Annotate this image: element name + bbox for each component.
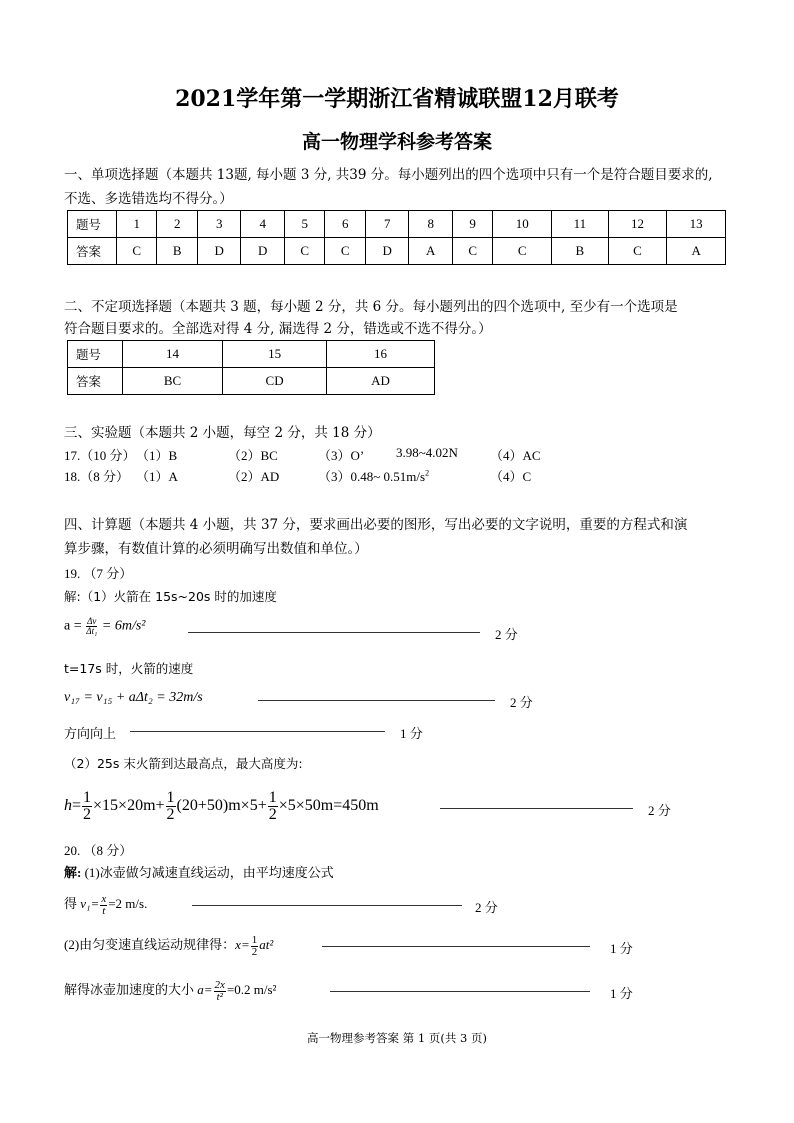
table-row-numbers (68, 211, 726, 238)
q19-eq2: v₁₇ = v₁₅ + aΔt₂ = 32m/s (64, 690, 203, 705)
document-subtitle: 高一物理学科参考答案 (301, 131, 492, 153)
fraction (251, 935, 259, 958)
q17-a1: （1）B (136, 448, 178, 463)
q18-a3 (318, 466, 429, 485)
score-leader-line (258, 700, 495, 701)
section1-heading: 一、单项选择题（本题共 13题, 每小题 3 分, 共39 分。每小题列出的四个选项中只有一个是符合题目要求的, (64, 167, 713, 183)
eq-sign: = (72, 797, 82, 815)
q18-a2: （2）AD (228, 469, 280, 484)
section2-heading-cont: 符合题目要求的。全部选对得 4 分, 漏选得 2 分，错选或不选不得分。） (64, 321, 492, 337)
table-cell: B (157, 238, 197, 265)
fraction (100, 894, 107, 917)
section4-heading-cont: 算步骤，有数值计算的必须明确写出数值和单位。） (64, 541, 368, 557)
table-cell: C (325, 238, 365, 265)
table-cell: 3 (197, 211, 241, 238)
score: 2 分 (510, 695, 533, 710)
table-cell: 7 (365, 211, 409, 238)
denominator: 2 (268, 806, 277, 823)
table-cell: BC (123, 368, 223, 395)
table-cell: C (452, 238, 492, 265)
table-cell: 14 (123, 341, 223, 368)
eq-rhs: =2 m/s. (108, 896, 148, 911)
eq-lhs: a= (197, 982, 213, 997)
row-label: 题号 (68, 211, 117, 238)
q18-a4: （4）C (490, 469, 532, 484)
document-title: 2021学年第一学期浙江省精诚联盟12月联考 (175, 86, 619, 112)
section4-heading: 四、计算题（本题共 4 小题，共 37 分，要求画出必要的图形，写出必要的文字说明，重要的方程式和演 (64, 517, 688, 533)
table-cell: 16 (327, 341, 435, 368)
score-leader-line (440, 808, 633, 809)
table-cell: B (552, 238, 609, 265)
table-cell: 1 (117, 211, 157, 238)
score-leader-line (330, 991, 590, 992)
table-cell: 4 (241, 211, 285, 238)
q20-eq2 (64, 934, 273, 958)
table-cell: 9 (452, 211, 492, 238)
eq-rhs: at² (259, 937, 274, 952)
fraction (86, 617, 97, 636)
row-label: 答案 (68, 238, 117, 265)
table-cell: 15 (223, 341, 327, 368)
table-cell: 5 (284, 211, 324, 238)
section3-heading: 三、实验题（本题共 2 小题，每空 2 分，共 18 分） (64, 425, 381, 441)
score-leader-line (188, 632, 480, 633)
q20-eq1 (64, 893, 147, 917)
q19-part2: （2）25s 末火箭到达最高点，最大高度为: (64, 756, 303, 771)
q20-label: 20. （8 分） (64, 843, 133, 858)
denominator: Δt₁ (86, 626, 98, 636)
score-leader-line (322, 946, 590, 947)
score-leader-line (192, 905, 462, 906)
table-cell: CD (223, 368, 327, 395)
table-cell: 12 (608, 211, 667, 238)
numerator: 1 (268, 789, 277, 806)
table-cell: A (667, 238, 726, 265)
numerator: 1 (83, 789, 92, 806)
eq-lhs: v₁= (80, 896, 100, 911)
q20-solution-intro (64, 862, 334, 881)
q20-eq3 (64, 979, 276, 1003)
eq-lhs: x= (235, 937, 250, 952)
row-label: 题号 (68, 341, 123, 368)
numerator: 1 (166, 789, 175, 806)
q19-solution-intro: 解:（1）火箭在 15s~20s 时的加速度 (64, 589, 277, 604)
q17-label: 17.（10 分） (64, 448, 136, 463)
table-cell: 2 (157, 211, 197, 238)
score-leader-line (130, 731, 385, 732)
table-cell: 6 (325, 211, 365, 238)
row-label: 答案 (68, 368, 123, 395)
eq-h: h (64, 797, 72, 815)
table-cell: C (493, 238, 552, 265)
prefix: 解得冰壶加速度的大小 (64, 982, 198, 997)
eq-rhs: = 6m/s² (98, 618, 146, 634)
table-cell: AD (327, 368, 435, 395)
table-cell: 13 (667, 211, 726, 238)
table-cell: C (284, 238, 324, 265)
score: 2 分 (495, 627, 518, 642)
section1-heading-cont: 不选、多选错选均不得分。） (64, 191, 233, 207)
table-cell: 8 (409, 211, 453, 238)
q18-a3-exp: 2 (425, 468, 430, 478)
fraction-half (268, 790, 278, 823)
term1: ×15×20m+ (93, 797, 165, 815)
solution-text: (1)冰壶做匀减速直线运动，由平均速度公式 (81, 865, 334, 880)
q17-a3-range: 3.98~4.02N (396, 445, 458, 460)
fraction (214, 980, 226, 1003)
table-cell: A (409, 238, 453, 265)
numerator: 2x (214, 978, 225, 991)
eq-rhs: =0.2 m/s² (226, 982, 277, 997)
denominator: 2 (166, 806, 175, 823)
q19-direction: 方向向上 (64, 726, 117, 741)
section2-heading: 二、不定项选择题（本题共 3 题，每小题 2 分，共 6 分。每小题列出的四个选项中, 至少有一个选项是 (64, 299, 678, 315)
denominator: t² (216, 990, 223, 1003)
score: 1 分 (610, 941, 633, 956)
q18-label: 18.（8 分） (64, 469, 130, 484)
table-cell: C (608, 238, 667, 265)
table-cell: 10 (493, 211, 552, 238)
denominator: 2 (83, 806, 92, 823)
numerator: x (101, 892, 107, 905)
q17-a2: （2）BC (228, 448, 278, 463)
table-row-answers (68, 238, 726, 265)
eq-lhs: a = (64, 618, 86, 634)
q19-eq1 (64, 617, 145, 636)
q17-a4: （4）AC (490, 448, 541, 463)
numerator: Δv (87, 616, 97, 626)
prefix: (2)由匀变速直线运动规律得： (64, 937, 236, 952)
score: 2 分 (648, 803, 671, 818)
table-cell: D (241, 238, 285, 265)
q17-a3: （3）O’ (318, 448, 365, 463)
denominator: t (102, 904, 106, 917)
table-row-answers (68, 368, 435, 395)
fraction-half (82, 790, 92, 823)
q18-a3-text: （3）0.48~ 0.51m/s (318, 469, 426, 484)
fraction-half (166, 790, 176, 823)
table-cell: D (197, 238, 241, 265)
table-cell: C (117, 238, 157, 265)
score: 2 分 (475, 900, 498, 915)
term3: ×5×50m=450m (278, 797, 379, 815)
numerator: 1 (251, 933, 258, 946)
score: 1 分 (610, 986, 633, 1001)
solution-label: 解: (64, 865, 82, 880)
q19-label: 19. （7 分） (64, 566, 133, 581)
section1-answer-table (67, 210, 726, 265)
table-cell: D (365, 238, 409, 265)
prefix: 得 (64, 896, 81, 911)
q19-t17-line: t=17s 时，火箭的速度 (64, 661, 194, 676)
table-cell: 11 (552, 211, 609, 238)
score: 1 分 (400, 726, 423, 741)
page-footer: 高一物理参考答案 第 1 页(共 3 页) (307, 1031, 487, 1045)
table-row-numbers (68, 341, 435, 368)
denominator: 2 (251, 945, 258, 958)
section2-answer-table (67, 340, 435, 395)
q18-a1: （1）A (136, 469, 178, 484)
q19-eq3 (64, 790, 379, 823)
term2: (20+50)m×5+ (176, 797, 267, 815)
